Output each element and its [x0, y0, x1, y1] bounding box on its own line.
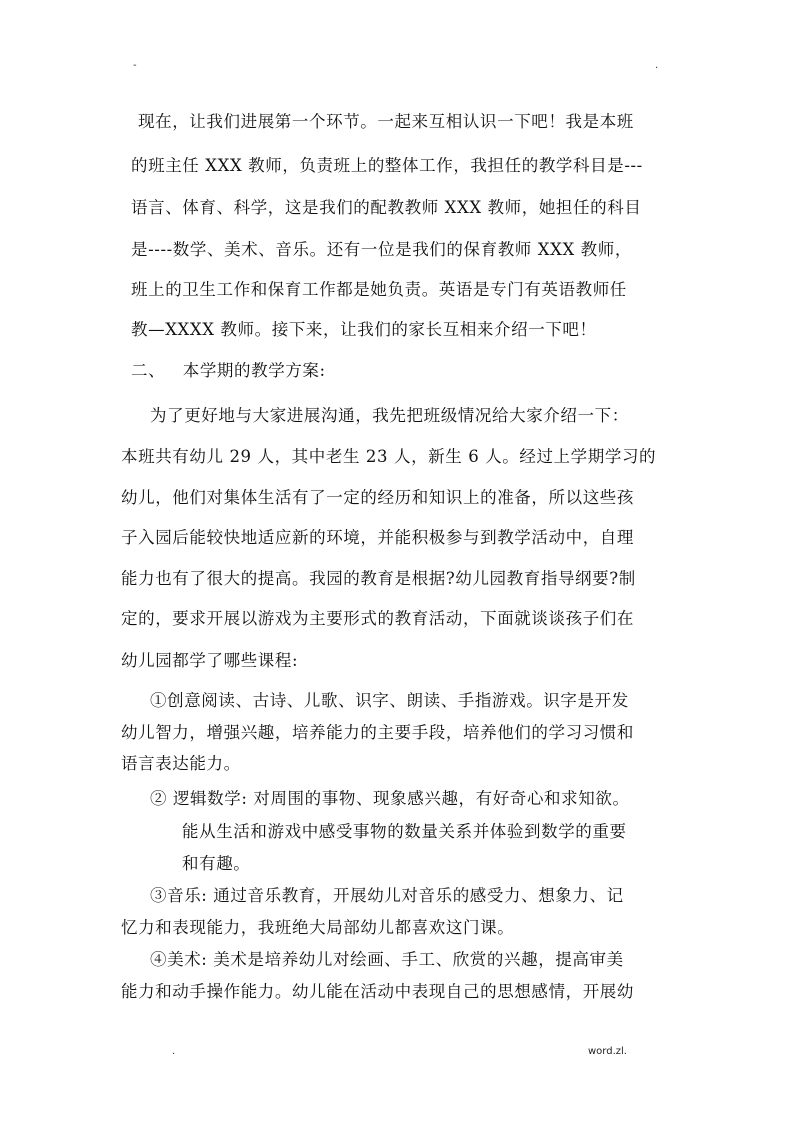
- list-item-line: ④美术: 美术是培养幼儿对绘画、手工、欣赏的兴趣，提高审美: [150, 950, 624, 969]
- header-right-mark: .: [655, 60, 659, 71]
- text-line: 语言、体育、科学，这是我们的配教教师 XXX 教师，她担任的科目: [131, 198, 642, 217]
- text-line: 能力和动手操作能力。幼儿能在活动中表现自己的思想感情，开展幼: [121, 982, 634, 1001]
- text-line: 幼儿园都学了哪些课程:: [121, 651, 299, 670]
- section-heading: 二、 本学期的教学方案:: [131, 361, 326, 380]
- text-line: 班上的卫生工作和保育工作都是她负责。英语是专门有英语教师任: [131, 280, 627, 299]
- text-line: 幼儿智力，增强兴趣，培养能力的主要手段，培养他们的学习习惯和: [121, 723, 634, 742]
- text-line: 现在，让我们进展第一个环节。一起来互相认识一下吧！我是本班: [138, 112, 634, 131]
- text-line: 能从生活和游戏中感受事物的数量关系并体验到数学的重要: [182, 822, 627, 841]
- text-line: 幼儿，他们对集体生活有了一定的经历和知识上的准备，所以这些孩: [121, 488, 634, 507]
- text-line: 忆力和表现能力，我班绝大局部幼儿都喜欢这门课。: [121, 918, 515, 937]
- text-line: 能力也有了很大的提高。我园的教育是根据?幼儿园教育指导纲要?制: [121, 569, 636, 588]
- text-line: 定的，要求开展以游戏为主要形式的教育活动，下面就谈谈孩子们在: [121, 609, 634, 628]
- text-line: 为了更好地与大家进展沟通，我先把班级情况给大家介绍一下：: [150, 406, 629, 425]
- list-item-line: ② 逻辑数学: 对周围的事物、现象感兴趣，有好奇心和求知欲。: [150, 789, 630, 808]
- list-item-line: ③音乐: 通过音乐教育，开展幼儿对音乐的感受力、想象力、记: [150, 886, 624, 905]
- header-left-mark: -: [133, 60, 137, 71]
- footer-left-mark: .: [172, 1046, 176, 1057]
- text-line: 子入园后能较快地适应新的环境，并能积极参与到教学活动中，自理: [121, 528, 634, 547]
- footer-text: word.zl.: [588, 1046, 627, 1057]
- text-line: 的班主任 XXX 教师，负责班上的整体工作，我担任的教学科目是---: [131, 156, 643, 175]
- text-line: 本班共有幼儿 29 人，其中老生 23 人，新生 6 人。经过上学期学习的: [121, 447, 657, 466]
- text-line: 教—XXXX 教师。接下来，让我们的家长互相来介绍一下吧！: [131, 320, 597, 339]
- list-item-line: ①创意阅读、古诗、儿歌、识字、朗读、手指游戏。识字是开发: [150, 691, 629, 710]
- text-line: 语言表达能力。: [121, 754, 241, 773]
- text-line: 是----数学、美术、音乐。还有一位是我们的保育教师 XXX 教师，: [131, 240, 632, 259]
- text-line: 和有趣。: [182, 854, 251, 873]
